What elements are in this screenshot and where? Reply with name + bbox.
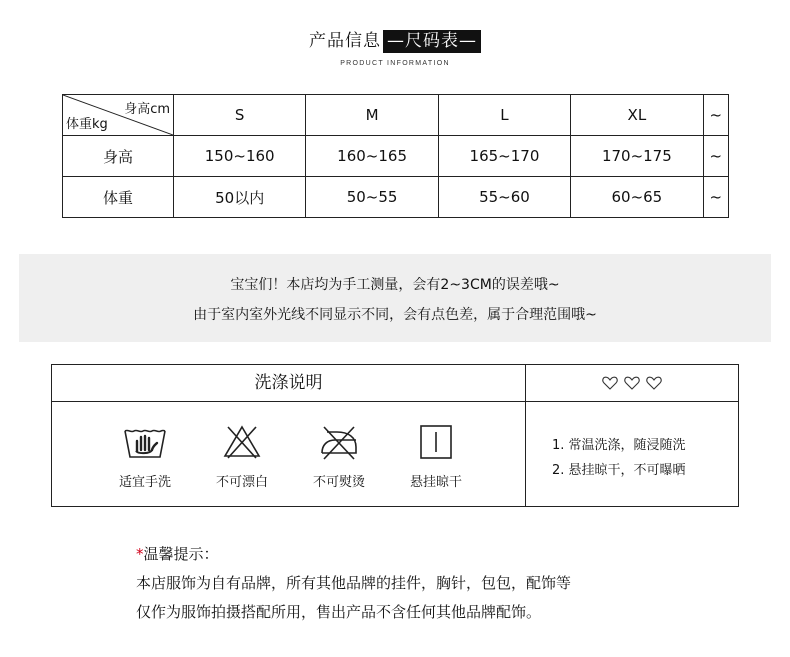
wash-item-hand-wash [100, 423, 190, 490]
reminder-block [136, 540, 571, 627]
height-cell-extra: ~ [703, 136, 728, 177]
wash-horizontal-divider [52, 401, 738, 402]
wash-item-hang-dry [391, 423, 481, 490]
corner-cell [63, 95, 174, 136]
wash-label-no-bleach: 不可漂白 [215, 475, 268, 490]
weight-cell-l: 55~60 [438, 177, 570, 218]
height-row [63, 136, 729, 177]
wash-label-hang-dry: 悬挂晾干 [409, 475, 462, 490]
reminder-title: 温馨提示： [143, 545, 219, 563]
row-label-weight: 体重 [63, 177, 174, 218]
size-header-m: M [306, 95, 438, 136]
size-header-extra: ~ [703, 95, 728, 136]
height-cell-xl: 170~175 [571, 136, 703, 177]
height-cell-l: 165~170 [438, 136, 570, 177]
reminder-line-1: 本店服饰为自有品牌，所有其他品牌的挂件，胸针，包包，配饰等 [136, 574, 572, 592]
no-bleach-icon [222, 423, 262, 461]
hearts-decoration [526, 365, 738, 401]
size-header-s: S [174, 95, 306, 136]
hand-wash-icon [122, 423, 168, 461]
wash-item-no-bleach [197, 423, 287, 490]
size-header-xl: XL [571, 95, 703, 136]
weight-cell-s: 50以内 [174, 177, 306, 218]
wash-label-hand-wash: 适宜手洗 [118, 475, 171, 490]
wash-item-no-iron [294, 423, 384, 490]
weight-cell-extra: ~ [703, 177, 728, 218]
hang-dry-icon [417, 423, 455, 461]
reminder-line-2: 仅作为服饰拍摄搭配所用，售出产品不含任何其他品牌配饰。 [136, 603, 542, 621]
wash-note-2: 2. 悬挂晾干，不可曝晒 [552, 463, 686, 478]
wash-instructions-box [51, 364, 739, 507]
wash-title: 洗涤说明 [254, 373, 323, 393]
size-header-row [63, 95, 729, 136]
no-iron-icon [317, 423, 361, 461]
heart-outline-icon [624, 376, 640, 390]
row-label-height: 身高 [63, 136, 174, 177]
reminder-heading [136, 540, 571, 569]
wash-notes [552, 433, 686, 483]
reminder-star: * [136, 545, 144, 563]
corner-height-label: 身高cm [124, 102, 170, 117]
heart-outline-icon [646, 376, 662, 390]
wash-label-no-iron: 不可熨烫 [312, 475, 365, 490]
weight-cell-m: 50~55 [306, 177, 438, 218]
page-title [0, 28, 790, 54]
title-highlight: —尺码表— [383, 30, 481, 53]
notice-line-1: 宝宝们！本店均为手工测量，会有2~3CM的误差哦~ [230, 277, 560, 293]
weight-cell-xl: 60~65 [571, 177, 703, 218]
heart-outline-icon [602, 376, 618, 390]
weight-row [63, 177, 729, 218]
page-subtitle: PRODUCT INFORMATION [340, 60, 450, 67]
size-header-l: L [438, 95, 570, 136]
measurement-notice [19, 254, 771, 342]
title-plain: 产品信息 [309, 31, 381, 51]
notice-line-2: 由于室内室外光线不同显示不同，会有点色差，属于合理范围哦~ [193, 307, 597, 323]
height-cell-s: 150~160 [174, 136, 306, 177]
page-header [0, 28, 790, 67]
corner-weight-label: 体重kg [66, 117, 108, 132]
height-cell-m: 160~165 [306, 136, 438, 177]
size-chart-table [62, 94, 729, 218]
wash-note-1: 1. 常温洗涤，随浸随洗 [552, 438, 686, 453]
